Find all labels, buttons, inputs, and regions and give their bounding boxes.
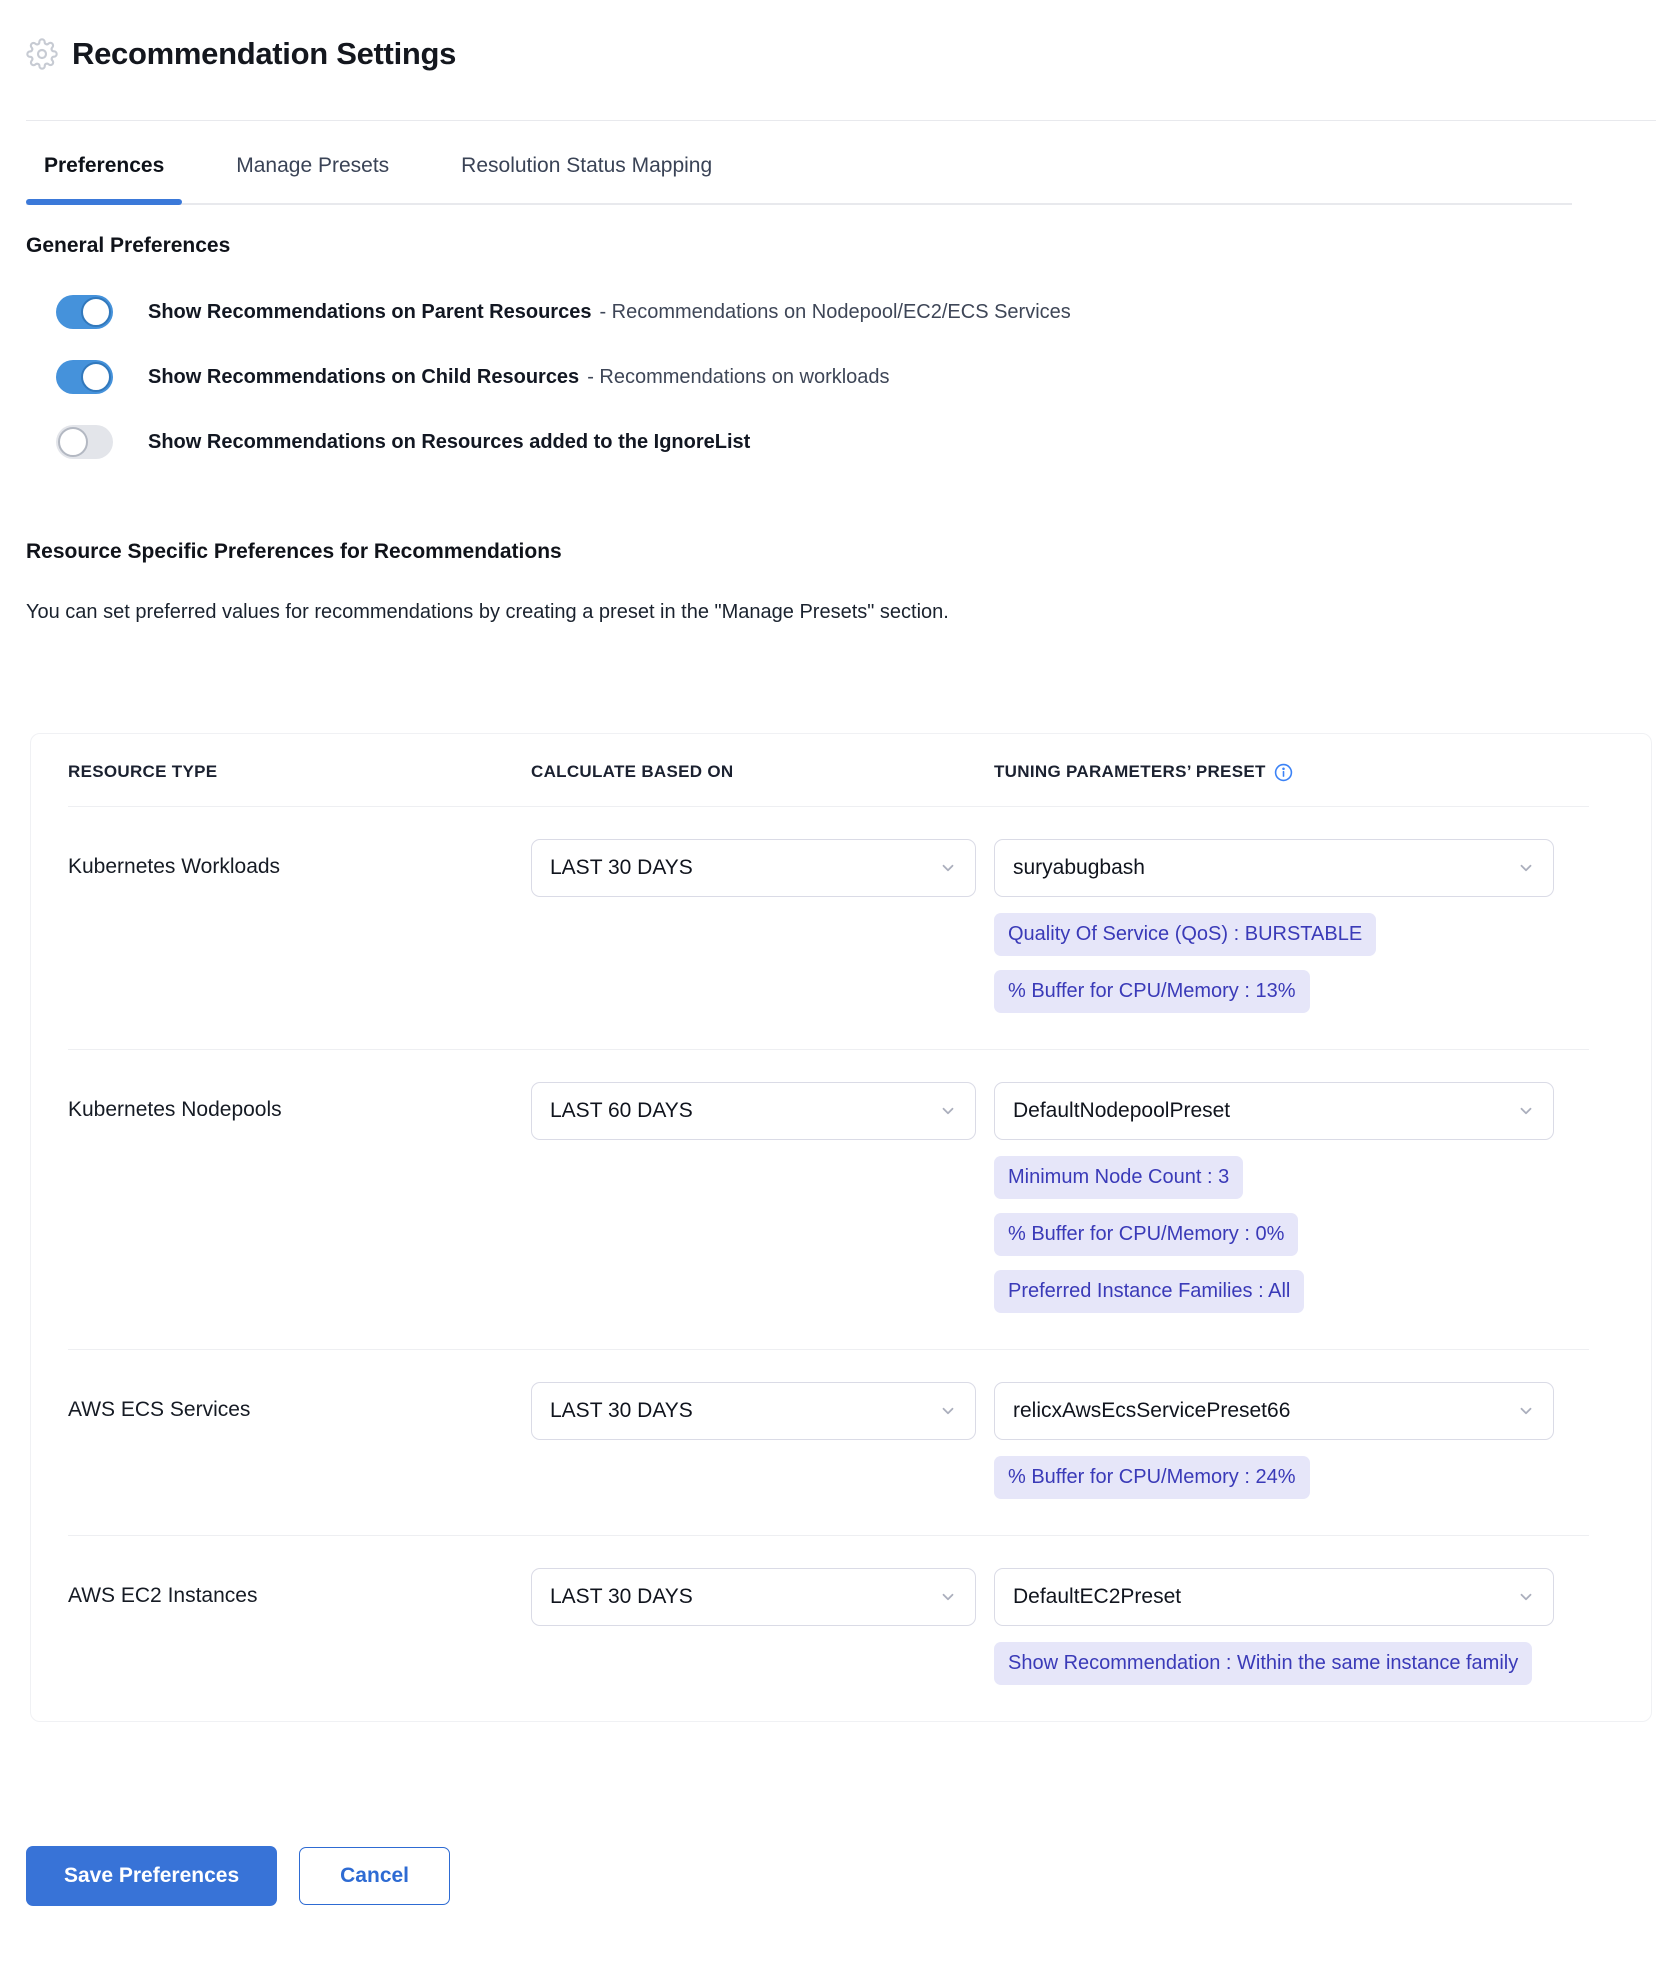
- toggle-row-show-recommendations-on-parent-resources: [26, 295, 1630, 329]
- gear-icon: [26, 38, 58, 70]
- chevron-down-icon: [939, 1588, 957, 1606]
- resource-preferences-heading: Resource Specific Preferences for Recommendations: [26, 540, 562, 563]
- tab-label: Manage Presets: [236, 154, 390, 177]
- toggle-knob: [81, 362, 111, 392]
- preset-parameter-tag: Quality Of Service (QoS) : BURSTABLE: [994, 913, 1376, 956]
- chevron-down-icon: [939, 1402, 957, 1420]
- calculate-based-on-select[interactable]: [531, 1382, 976, 1440]
- chevron-down-icon: [1517, 1588, 1535, 1606]
- toggle-label: Show Recommendations on Resources added to the IgnoreList: [148, 431, 751, 453]
- table-row-aws-ecs-services: [68, 1349, 1589, 1535]
- info-icon[interactable]: [1274, 763, 1293, 782]
- tab-manage-presets[interactable]: [218, 141, 407, 203]
- toggle-knob: [58, 427, 88, 457]
- preset-parameter-tags: [994, 1156, 1554, 1313]
- preset-parameter-tag: Show Recommendation : Within the same instance family: [994, 1642, 1532, 1685]
- toggle-row-show-recommendations-on-resources-added-to-the-ignorelist: [26, 425, 1630, 459]
- tab-label: Resolution Status Mapping: [461, 154, 713, 177]
- resource-preferences-description: You can set preferred values for recommendations by creating a preset in the "Manage Presets" section.: [26, 601, 949, 623]
- tabs-underline: [26, 203, 1572, 205]
- calculate-based-on-select[interactable]: [531, 839, 976, 897]
- calculate-based-on-select[interactable]: [531, 1568, 976, 1626]
- chevron-down-icon: [1517, 1102, 1535, 1120]
- preset-parameter-tags: [994, 1456, 1554, 1499]
- resource-preferences-section: [0, 539, 1656, 1722]
- chevron-down-icon: [939, 1102, 957, 1120]
- column-header-resource-type: RESOURCE TYPE: [68, 762, 218, 781]
- toggle-knob: [81, 297, 111, 327]
- tab-bar: [26, 121, 1656, 205]
- toggle-description: - Recommendations on Nodepool/EC2/ECS Services: [599, 301, 1071, 323]
- toggle-row-show-recommendations-on-child-resources: [26, 360, 1630, 394]
- save-preferences-button[interactable]: Save Preferences: [26, 1846, 277, 1906]
- chevron-down-icon: [1517, 1402, 1535, 1420]
- table-header-row: [68, 734, 1589, 806]
- tuning-preset-select[interactable]: [994, 1082, 1554, 1140]
- table-row-kubernetes-nodepools: [68, 1049, 1589, 1349]
- preset-parameter-tag: % Buffer for CPU/Memory : 13%: [994, 970, 1310, 1013]
- calculate-based-on-value: LAST 30 DAYS: [550, 1585, 693, 1608]
- tab-label: Preferences: [44, 154, 165, 177]
- resource-type-label: AWS EC2 Instances: [68, 1584, 258, 1607]
- toggle-switch[interactable]: [56, 360, 113, 394]
- general-preferences-heading: General Preferences: [26, 234, 231, 257]
- preset-parameter-tag: % Buffer for CPU/Memory : 24%: [994, 1456, 1310, 1499]
- tuning-preset-value: DefaultNodepoolPreset: [1013, 1099, 1231, 1122]
- calculate-based-on-value: LAST 60 DAYS: [550, 1099, 693, 1122]
- resource-type-label: AWS ECS Services: [68, 1398, 251, 1421]
- cancel-button[interactable]: Cancel: [299, 1847, 450, 1905]
- toggle-text: [148, 299, 1071, 325]
- chevron-down-icon: [939, 859, 957, 877]
- column-header-calculate-based-on: CALCULATE BASED ON: [531, 762, 734, 781]
- tuning-preset-value: relicxAwsEcsServicePreset66: [1013, 1399, 1291, 1422]
- table-row-kubernetes-workloads: [68, 807, 1589, 1049]
- chevron-down-icon: [1517, 859, 1535, 877]
- footer-actions: [26, 1846, 1656, 1906]
- general-preferences-section: [26, 233, 1630, 459]
- column-header-tuning-parameters-preset: [994, 762, 1554, 782]
- tuning-preset-select[interactable]: [994, 1568, 1554, 1626]
- preset-parameter-tags: [994, 913, 1554, 1013]
- toggle-description: - Recommendations on workloads: [587, 366, 890, 388]
- tab-resolution-status-mapping[interactable]: [443, 141, 730, 203]
- tab-preferences[interactable]: [26, 141, 182, 203]
- page-header: [0, 0, 1656, 76]
- preset-parameter-tags: [994, 1642, 1554, 1685]
- toggle-switch[interactable]: [56, 295, 113, 329]
- preset-parameter-tag: Preferred Instance Families : All: [994, 1270, 1304, 1313]
- resource-type-label: Kubernetes Workloads: [68, 855, 281, 878]
- column-header-tuning-parameters-preset-label: TUNING PARAMETERS’ PRESET: [994, 762, 1266, 781]
- resource-type-label: Kubernetes Nodepools: [68, 1098, 282, 1121]
- toggle-text: [148, 429, 750, 455]
- calculate-based-on-value: LAST 30 DAYS: [550, 856, 693, 879]
- toggle-label: Show Recommendations on Child Resources: [148, 366, 580, 388]
- preset-parameter-tag: % Buffer for CPU/Memory : 0%: [994, 1213, 1298, 1256]
- page-title: Recommendation Settings: [72, 36, 457, 71]
- tuning-preset-value: DefaultEC2Preset: [1013, 1585, 1182, 1608]
- tuning-preset-value: suryabugbash: [1013, 856, 1145, 879]
- toggle-switch[interactable]: [56, 425, 113, 459]
- toggle-text: [148, 364, 890, 390]
- calculate-based-on-select[interactable]: [531, 1082, 976, 1140]
- calculate-based-on-value: LAST 30 DAYS: [550, 1399, 693, 1422]
- preset-parameter-tag: Minimum Node Count : 3: [994, 1156, 1243, 1199]
- resource-preferences-table: [30, 733, 1652, 1722]
- tuning-preset-select[interactable]: [994, 1382, 1554, 1440]
- table-row-aws-ec2-instances: [68, 1535, 1589, 1721]
- tuning-preset-select[interactable]: [994, 839, 1554, 897]
- toggle-label: Show Recommendations on Parent Resources: [148, 301, 592, 323]
